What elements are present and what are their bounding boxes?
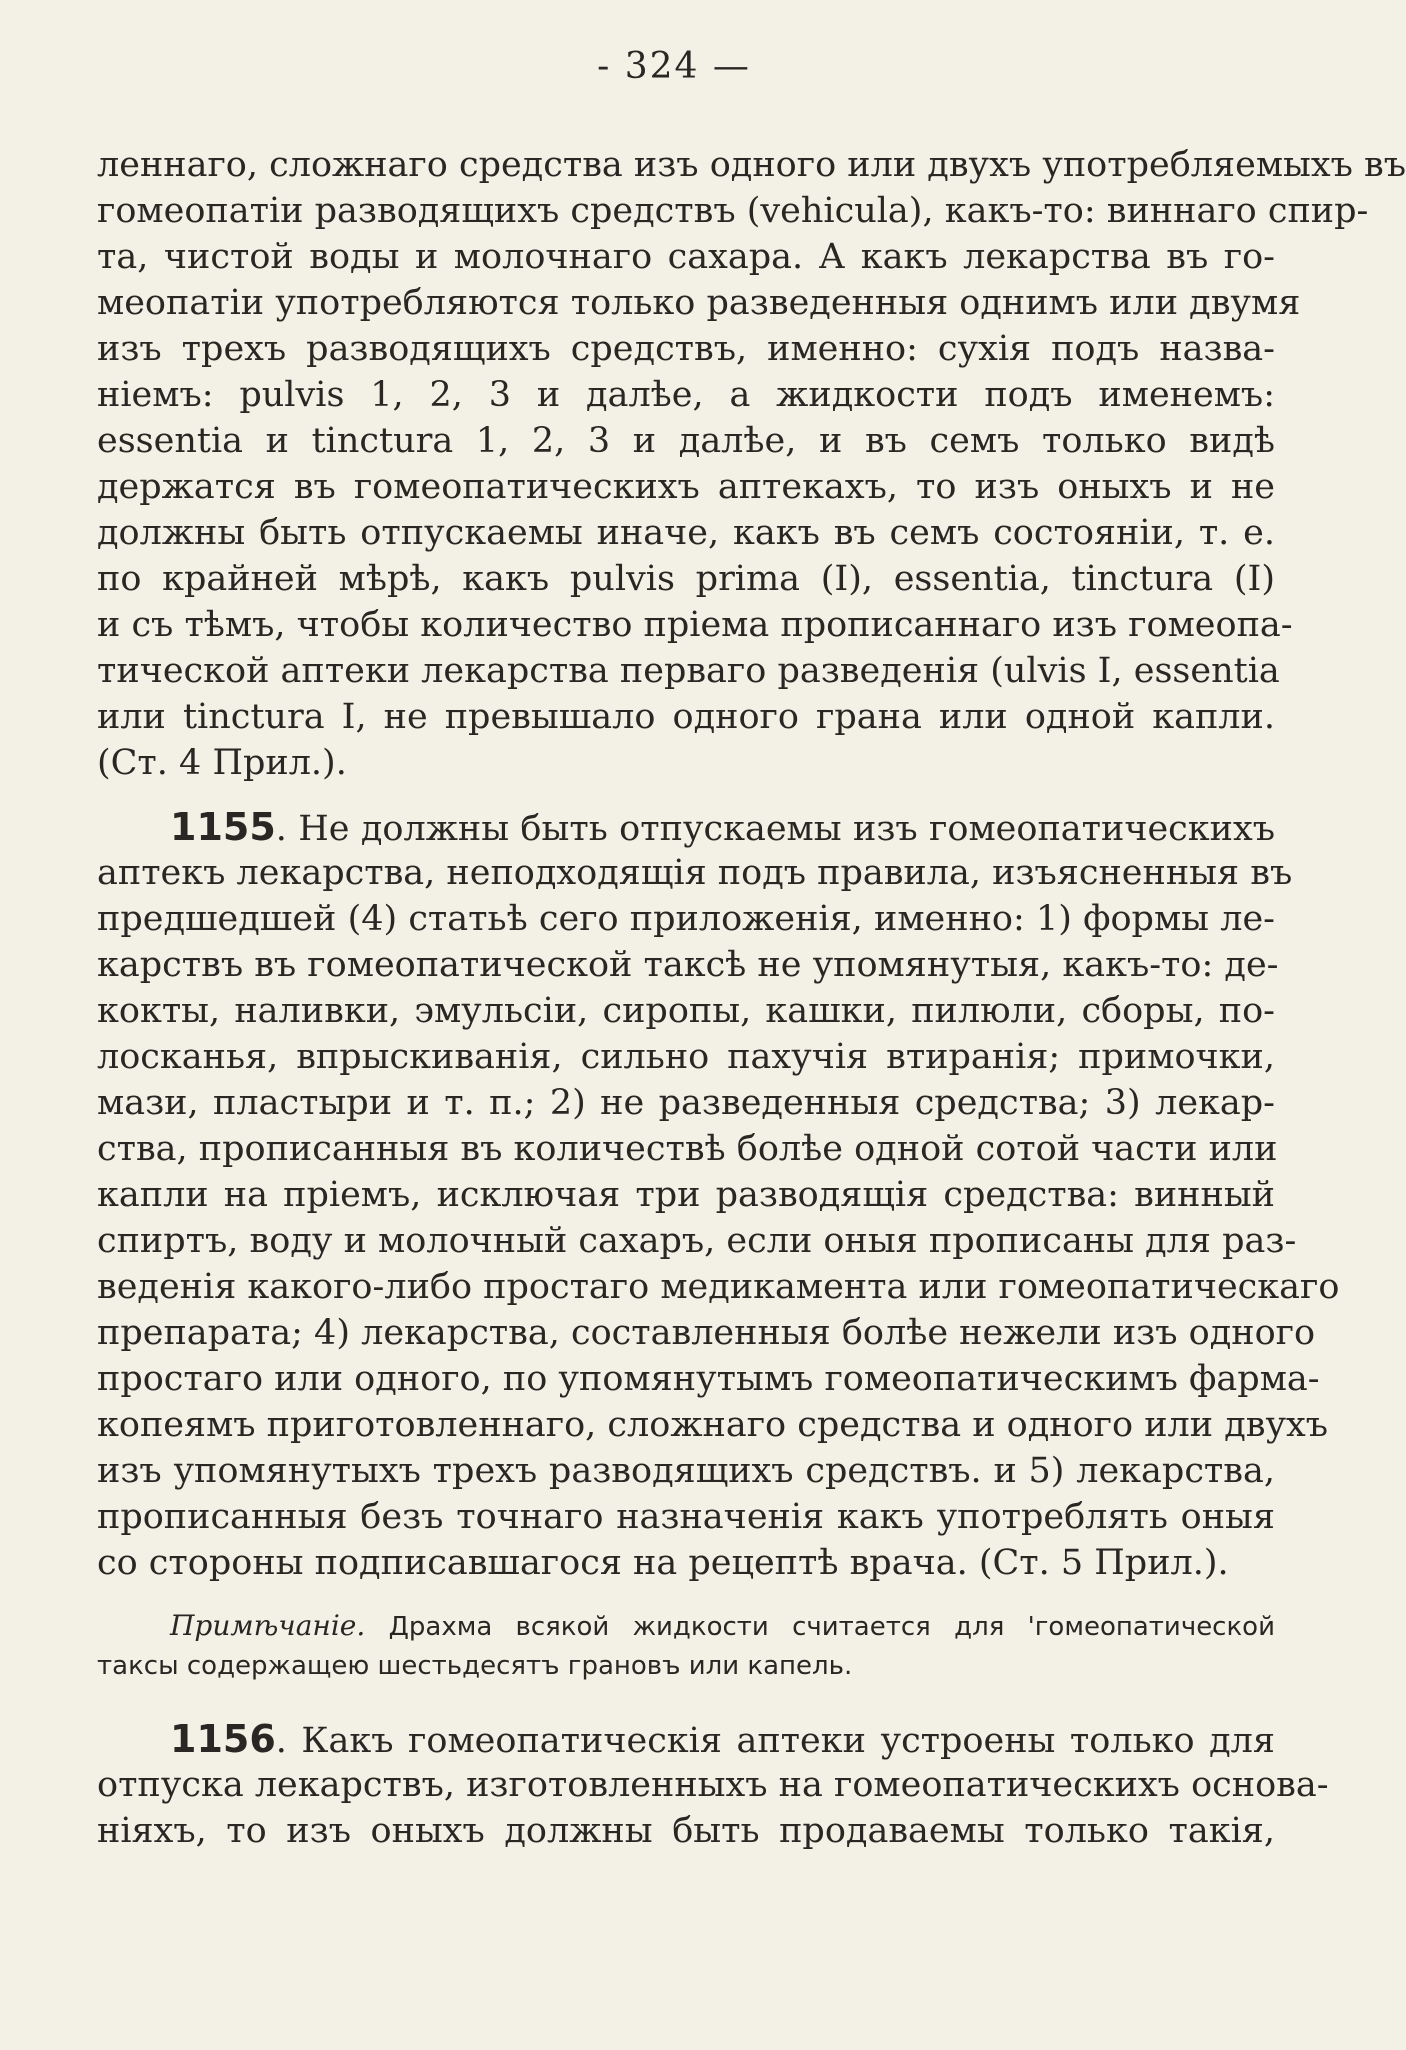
text-line: essentia и tinctura 1, 2, 3 и далѣе, и въ семъ только видѣ bbox=[97, 421, 1275, 461]
text-line: меопатіи употребляются только разведенныя однимъ или двумя bbox=[97, 283, 1301, 323]
text-line: или tinctura I, не превышало одного грана или одной капли. bbox=[97, 697, 1275, 737]
article-1155-body bbox=[97, 850, 1340, 1586]
article-1155-number: 1155 bbox=[170, 805, 276, 849]
text-line: по крайней мѣрѣ, какъ pulvis prima (I), essentia, tinctura (I) bbox=[97, 559, 1275, 599]
text-line: простаго или одного, по упомянутымъ гомеопатическимъ фарма- bbox=[97, 1359, 1320, 1399]
text-line: ніемъ: pulvis 1, 2, 3 и далѣе, а жидкости подъ именемъ: bbox=[97, 375, 1275, 415]
page-number: - 324 — bbox=[597, 46, 751, 87]
text-line: со стороны подписавшагося на рецептѣ врача. (Ст. 5 Прил.). bbox=[97, 1543, 1229, 1583]
text-line: изъ упомянутыхъ трехъ разводящихъ средствъ. и 5) лекарства, bbox=[97, 1451, 1275, 1491]
footnote-label: Примѣчаніе. bbox=[170, 1609, 366, 1642]
text-line: мази, пластыри и т. п.; 2) не разведенныя средства; 3) лекар- bbox=[97, 1083, 1275, 1123]
text-line: гомеопатіи разводящихъ средствъ (vehicula), какъ-то: виннаго спир- bbox=[97, 191, 1369, 231]
text-line: капли на пріемъ, исключая три разводящія средства: винный bbox=[97, 1175, 1275, 1215]
document-body bbox=[97, 142, 1406, 1854]
text-line: предшедшей (4) статьѣ сего приложенія, именно: 1) формы ле- bbox=[97, 899, 1275, 939]
text-line: (Ст. 4 Прил.). bbox=[97, 743, 347, 783]
text-line: изъ трехъ разводящихъ средствъ, именно: сухія подъ назва- bbox=[97, 329, 1275, 369]
text-line: препарата; 4) лекарства, составленныя болѣе нежели изъ одного bbox=[97, 1313, 1316, 1353]
text-line: отпуска лекарствъ, изготовленныхъ на гомеопатическихъ основа- bbox=[97, 1765, 1329, 1805]
article-1155 bbox=[97, 804, 1340, 1586]
text-line: спиртъ, воду и молочный сахаръ, если оныя прописаны для раз- bbox=[97, 1221, 1297, 1261]
footnote-first-line bbox=[97, 1606, 1275, 1646]
article-1156 bbox=[97, 1716, 1329, 1854]
article-1156-number: 1156 bbox=[170, 1717, 276, 1761]
text-line: ніяхъ, то изъ оныхъ должны быть продаваемы только такія, bbox=[97, 1811, 1275, 1851]
article-1156-first-line bbox=[97, 1716, 1275, 1762]
text-line: карствъ въ гомеопатической таксѣ не упомянутыя, какъ-то: де- bbox=[97, 945, 1279, 985]
text-line: та, чистой воды и молочнаго сахара. А какъ лекарства въ го- bbox=[97, 237, 1275, 277]
text-line: леннаго, сложнаго средства изъ одного или двухъ употребляемыхъ въ bbox=[97, 145, 1406, 185]
footnote bbox=[97, 1606, 1275, 1686]
text-line: и съ тѣмъ, чтобы количество пріема прописаннаго изъ гомеопа- bbox=[97, 605, 1293, 645]
intro-paragraph bbox=[97, 142, 1406, 786]
article-1156-first-text: . Какъ гомеопатическія аптеки устроены только для bbox=[275, 1721, 1275, 1761]
article-1156-body bbox=[97, 1762, 1329, 1854]
text-line: тической аптеки лекарства перваго разведенія (ulvis I, essentia bbox=[97, 651, 1280, 691]
text-line: кокты, наливки, эмульсіи, сиропы, кашки, пилюли, сборы, по- bbox=[97, 991, 1275, 1031]
article-1155-first-line bbox=[97, 804, 1275, 850]
text-line: должны быть отпускаемы иначе, какъ въ семъ состояніи, т. е. bbox=[97, 513, 1275, 553]
footnote-second-line: таксы содержащею шестьдесятъ грановъ или капель. bbox=[97, 1651, 853, 1681]
text-line: лосканья, впрыскиванія, сильно пахучія втиранія; примочки, bbox=[97, 1037, 1275, 1077]
text-line: прописанныя безъ точнаго назначенія какъ употреблять оныя bbox=[97, 1497, 1275, 1537]
article-1155-first-text: . Не должны быть отпускаемы изъ гомеопатическихъ bbox=[275, 809, 1275, 849]
footnote-first-text: Драхма всякой жидкости считается для 'гомеопатической bbox=[365, 1612, 1275, 1642]
text-line: веденія какого-либо простаго медикамента или гомеопатическаго bbox=[97, 1267, 1340, 1307]
text-line: держатся въ гомеопатическихъ аптекахъ, то изъ оныхъ и не bbox=[97, 467, 1275, 507]
text-line: ства, прописанныя въ количествѣ болѣе одной сотой части или bbox=[97, 1129, 1278, 1169]
text-line: копеямъ приготовленнаго, сложнаго средства и одного или двухъ bbox=[97, 1405, 1329, 1445]
text-line: аптекъ лекарства, неподходящія подъ правила, изъясненныя въ bbox=[97, 853, 1293, 893]
